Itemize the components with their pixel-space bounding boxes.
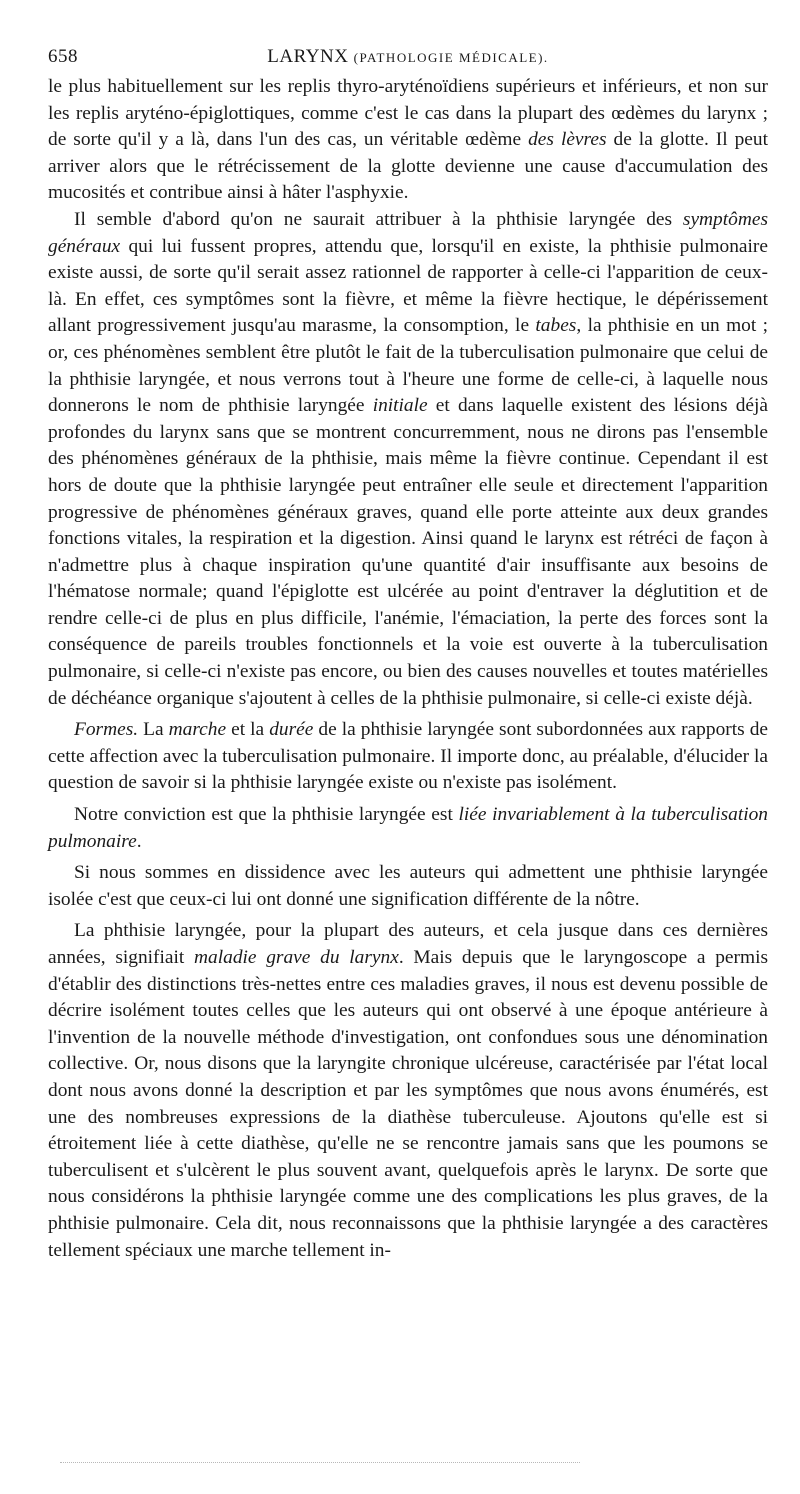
document-page: [48, 38, 768, 1264]
running-subtitle: (PATHOLOGIE MÉDICALE).: [353, 50, 549, 65]
italic-text: maladie grave du larynx: [194, 947, 399, 968]
paragraph: [48, 74, 768, 207]
text-run: Notre conviction est que la phthisie laryngée est: [74, 804, 459, 826]
running-head: [48, 46, 768, 68]
text-run: qui lui fussent propres, attendu que, lorsqu'il en existe, la phthisie pulmonaire existe aussi, de sorte qu'il serait assez rationnel de rapporter à celle-ci l'apparition de ceux-là. En effet, ces symptômes sont la fièvre, et même la fièvre hectique, le dépérissement allant progressivement jusqu'au marasme, la consomption, le: [48, 235, 768, 337]
italic-text: durée: [269, 719, 314, 741]
italic-text: initiale: [372, 395, 428, 417]
text-run: et dans laquelle existent des lésions déjà profondes du larynx sans que se montrent concurremment, nous ne dirons pas l'ensemble des phénomènes généraux de la phthisie, mais même la fièvre continue. Cependant il est hors de doute que la phthisie laryngée peut entraîner elle seule et directement l'apparition progressive de phénomènes généraux graves, quand elle porte atteinte aux deux grandes fonctions vitales, la respiration et la digestion. Ainsi quand le larynx est rétréci de façon à n'admettre plus à chaque inspiration qu'une quantité d'air insuffisante aux besoins de l'hématose normale; quand l'épiglotte est ulcérée au point d'entraver la déglutition et de rendre celle-ci de plus en plus difficile, l'anémie, l'émaciation, la perte des forces sont la conséquence de pareils troubles fonctionnels et la voie est ouverte à la tuberculisation pulmonaire, si celle-ci n'existe pas encore, ou bien des causes nouvelles et toutes matérielles de déchéance organique s'ajoutent à celles de la phthisie pulmonaire, si celle-ci existe déjà.: [48, 395, 768, 709]
page-number: 658: [48, 46, 78, 67]
text-run: de la phthisie laryngée sont subordonnées aux rapports de cette affection avec la tuberculisation pulmonaire. Il importe donc, au préalable, d'élucider la question de savoir si la phthisie laryngée existe ou n'existe pas isolément.: [48, 719, 768, 794]
italic-text: marche: [168, 719, 227, 741]
text-run: .: [136, 830, 142, 852]
text-run: et la: [226, 719, 270, 741]
italic-text: symptômes généraux: [48, 208, 768, 257]
running-title: LARYNX: [267, 46, 349, 67]
text-run: Si nous sommes en dissidence avec les auteurs qui admettent une phthisie laryngée isolée c'est que ceux-ci lui ont donné une signification différente de la nôtre.: [48, 862, 768, 910]
italic-text: des lèvres: [528, 129, 607, 151]
footer-rule: [60, 1462, 580, 1463]
text-run: La: [138, 719, 169, 741]
text-run: , la phthisie en un mot ; or, ces phénomènes semblent être plutôt le fait de la tuberculisation pulmonaire que celui de la phthisie laryngée, et nous verrons tout à l'heure une forme de celle-ci, à laquelle nous donnerons le nom de phthisie laryngée: [48, 315, 768, 417]
text-run: La phthisie laryngée, pour la plupart des auteurs, et cela jusque dans ces dernières années, signifiait: [48, 920, 768, 968]
paragraph: [48, 802, 768, 855]
text-run: Il semble d'abord qu'on ne saurait attribuer à la phthisie laryngée des: [74, 208, 683, 230]
text-run: . Mais depuis que le laryngoscope a permis d'établir des distinctions très-nettes entre ces maladies graves, il nous est devenu possible de décrire isolément toutes celles que les auteurs qui ont observé à une époque antérieure à l'invention de la nouvelle méthode d'investigation, ont confondues sous une dénomination collective. Or, nous disons que la laryngite chronique ulcéreuse, caractérisée par l'état local dont nous avons donné la description et par les symptômes que nous avons énumérés, est une des nombreuses expressions de la diathèse tuberculeuse. Ajoutons qu'elle est si étroitement liée à cette diathèse, qu'elle ne se rencontre jamais sans que les poumons se tuberculisent et s'ulcèrent le plus souvent avant, quelquefois après le larynx. De sorte que nous considérons la phthisie laryngée comme une des complications les plus graves, de la phthisie pulmonaire. Cela dit, nous reconnaissons que la phthisie laryngée a des caractères tellement spéciaux une marche tellement in-: [48, 947, 768, 1261]
paragraph: [48, 207, 768, 712]
italic-text: Formes.: [74, 719, 139, 741]
paragraph: [48, 717, 768, 797]
italic-text: liée invariablement à la tuberculisation pulmonaire: [48, 804, 768, 852]
italic-text: tabes: [535, 315, 577, 337]
paragraph: [48, 860, 768, 913]
body-text: [48, 74, 768, 1264]
page-header: [48, 38, 768, 74]
text-run: le plus habituellement sur les replis thyro-aryténoïdiens supérieurs et inférieurs, et non sur les replis aryténo-épiglottiques, comme c'est le cas dans la plupart des œdèmes du larynx ; de sorte qu'il y a là, dans l'un des cas, un véritable œdème: [48, 76, 768, 151]
text-run: de la glotte. Il peut arriver alors que le rétrécissement de la glotte devienne une cause d'accumulation des mucosités et contribue ainsi à hâter l'asphyxie.: [48, 129, 768, 204]
paragraph: [48, 918, 768, 1264]
